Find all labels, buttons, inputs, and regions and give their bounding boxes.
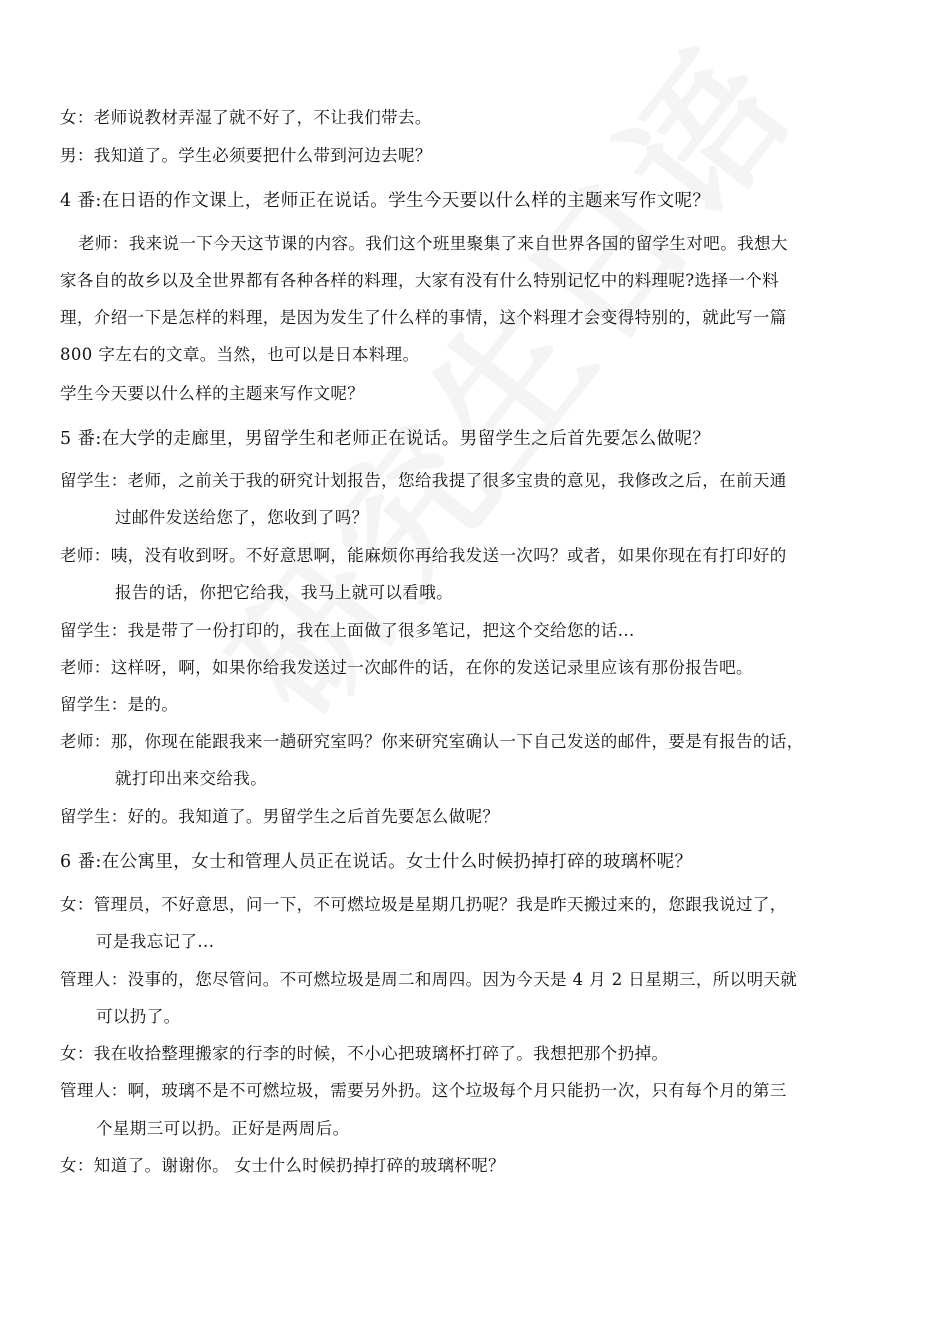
dialogue-line: 留学生：老师，之前关于我的研究计划报告，您给我提了很多宝贵的意见，我修改之后，在前天通 [60, 471, 787, 490]
dialogue-line: 留学生：是的。 [60, 695, 179, 714]
dialogue-line: 女：我在收拾整理搬家的行李的时候，不小心把玻璃杯打碎了。我想把那个扔掉。 [60, 1044, 669, 1063]
dialogue-line: 过邮件发送给您了，您收到了吗？ [115, 508, 369, 527]
dialogue-line: 可以扔了。 [96, 1007, 181, 1026]
dialogue-line: 老师：我来说一下今天这节课的内容。我们这个班里聚集了来自世界各国的留学生对吧。我想大 [78, 234, 788, 253]
dialogue-line: 女：管理员，不好意思，问一下，不可燃垃圾是星期几扔呢？我是昨天搬过来的，您跟我说过了， [60, 895, 787, 914]
question-heading-4: 4 番:在日语的作文课上，老师正在说话。学生今天要以什么样的主题来写作文呢？ [60, 191, 711, 211]
dialogue-line: 男：我知道了。学生必须要把什么带到河边去呢？ [60, 146, 432, 165]
dialogue-line: 女：知道了。谢谢你。 女士什么时候扔掉打碎的玻璃杯呢？ [60, 1156, 506, 1175]
dialogue-line: 可是我忘记了... [96, 932, 215, 951]
dialogue-line: 就打印出来交给我。 [115, 769, 268, 788]
dialogue-line: 女：老师说教材弄湿了就不好了，不让我们带去。 [60, 108, 432, 127]
question-heading-5: 5 番:在大学的走廊里，男留学生和老师正在说话。男留学生之后首先要怎么做呢？ [60, 429, 711, 449]
dialogue-line: 家各自的故乡以及全世界都有各种各样的料理，大家有没有什么特别记忆中的料理呢?选择一个料 [60, 271, 780, 290]
dialogue-line: 管理人：没事的，您尽管问。不可燃垃圾是周二和周四。因为今天是 4 月 2 日星期三，所以明天就 [60, 970, 798, 989]
dialogue-line: 留学生：我是带了一份打印的，我在上面做了很多笔记，把这个交给您的话... [60, 621, 635, 640]
dialogue-line: 个星期三可以扔。正好是两周后。 [96, 1119, 350, 1138]
dialogue-line: 老师：咦，没有收到呀。不好意思啊，能麻烦你再给我发送一次吗？或者，如果你现在有打印好的 [60, 546, 787, 565]
dialogue-line: 老师：这样呀，啊，如果你给我发送过一次邮件的话，在你的发送记录里应该有那份报告吧。 [60, 658, 753, 677]
dialogue-line: 800 字左右的文章。当然，也可以是日本料理。 [60, 345, 420, 364]
dialogue-line: 管理人：啊，玻璃不是不可燃垃圾，需要另外扔。这个垃圾每个月只能扔一次，只有每个月的第三 [60, 1081, 787, 1100]
dialogue-line: 报告的话，你把它给我，我马上就可以看哦。 [115, 583, 453, 602]
dialogue-line: 老师：那，你现在能跟我来一趟研究室吗？你来研究室确认一下自己发送的邮件，要是有报告的话， [60, 732, 804, 751]
question-heading-6: 6 番:在公寓里，女士和管理人员正在说话。女士什么时候扔掉打碎的玻璃杯呢？ [60, 852, 693, 872]
dialogue-line: 理，介绍一下是怎样的料理，是因为发生了什么样的事情，这个料理才会变得特别的，就此写一篇 [60, 308, 787, 327]
question-line: 学生今天要以什么样的主题来写作文呢？ [60, 384, 365, 403]
dialogue-line: 留学生：好的。我知道了。男留学生之后首先要怎么做呢？ [60, 807, 500, 826]
